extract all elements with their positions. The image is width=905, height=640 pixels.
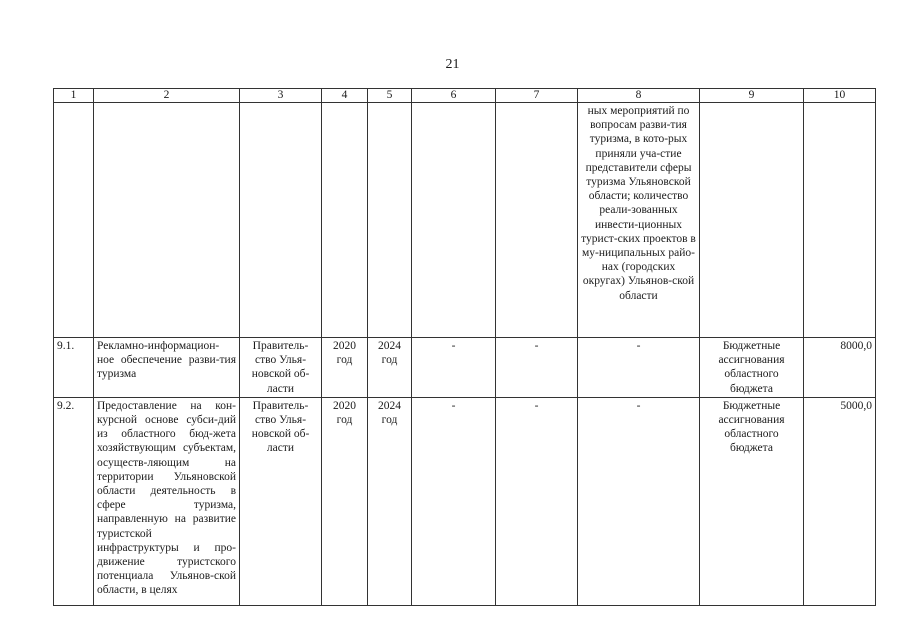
col6-value: - [412,338,496,398]
start-year: 2020 год [322,338,368,398]
end-year: 2024 год [368,338,412,398]
column-header: 8 [578,89,700,103]
executor: Правитель-ство Улья-новской об-ласти [240,338,322,398]
column-header: 2 [94,89,240,103]
funding-amount: 8000,0 [804,338,876,398]
activity-name: Предоставление на кон-курсной основе субси-дий из областного бюд-жета хозяйствующим субъектам, осуществ-ляющим на территории Ульяновской области деятельность в сфере туризма, направленную на развитие туристской инфраструктуры и про-движение туристского потенциала Ульянов-ской области, в целях [94,397,240,605]
funding-amount: 5000,0 [804,397,876,605]
table-cell [94,103,240,338]
table-cell [700,103,804,338]
page-number: 21 [445,57,460,72]
table-cell [804,103,876,338]
funding-source: Бюджетные ассигнования областного бюджета [700,338,804,398]
row-number: 9.1. [54,338,94,398]
table-row [54,338,876,398]
table-row-continuation [54,103,876,338]
column-header: 5 [368,89,412,103]
column-header: 10 [804,89,876,103]
end-year: 2024 год [368,397,412,605]
column-header: 9 [700,89,804,103]
executor: Правитель-ство Улья-новской об-ласти [240,397,322,605]
table-cell [54,103,94,338]
indicator-text: ных мероприятий по вопросам разви-тия туризма, в кото-рых приняли уча-стие представители сферы туризма Ульяновской области; количество реали-зованных инвести-ционных турист-ских проектов в му-ниципальных райо-нах (городских округах) Ульянов-ской области [578,103,700,338]
program-table [53,88,876,606]
table-cell [412,103,496,338]
funding-source: Бюджетные ассигнования областного бюджета [700,397,804,605]
column-header: 1 [54,89,94,103]
column-header: 7 [496,89,578,103]
row-number: 9.2. [54,397,94,605]
col7-value: - [496,397,578,605]
start-year: 2020 год [322,397,368,605]
col8-value: - [578,397,700,605]
table-cell [240,103,322,338]
column-header: 3 [240,89,322,103]
column-header: 4 [322,89,368,103]
table-cell [322,103,368,338]
table-cell [496,103,578,338]
column-number-row [54,89,876,103]
activity-name: Рекламно-информацион-ное обеспечение разви-тия туризма [94,338,240,398]
table-cell [368,103,412,338]
col7-value: - [496,338,578,398]
column-header: 6 [412,89,496,103]
col8-value: - [578,338,700,398]
table-row [54,397,876,605]
col6-value: - [412,397,496,605]
